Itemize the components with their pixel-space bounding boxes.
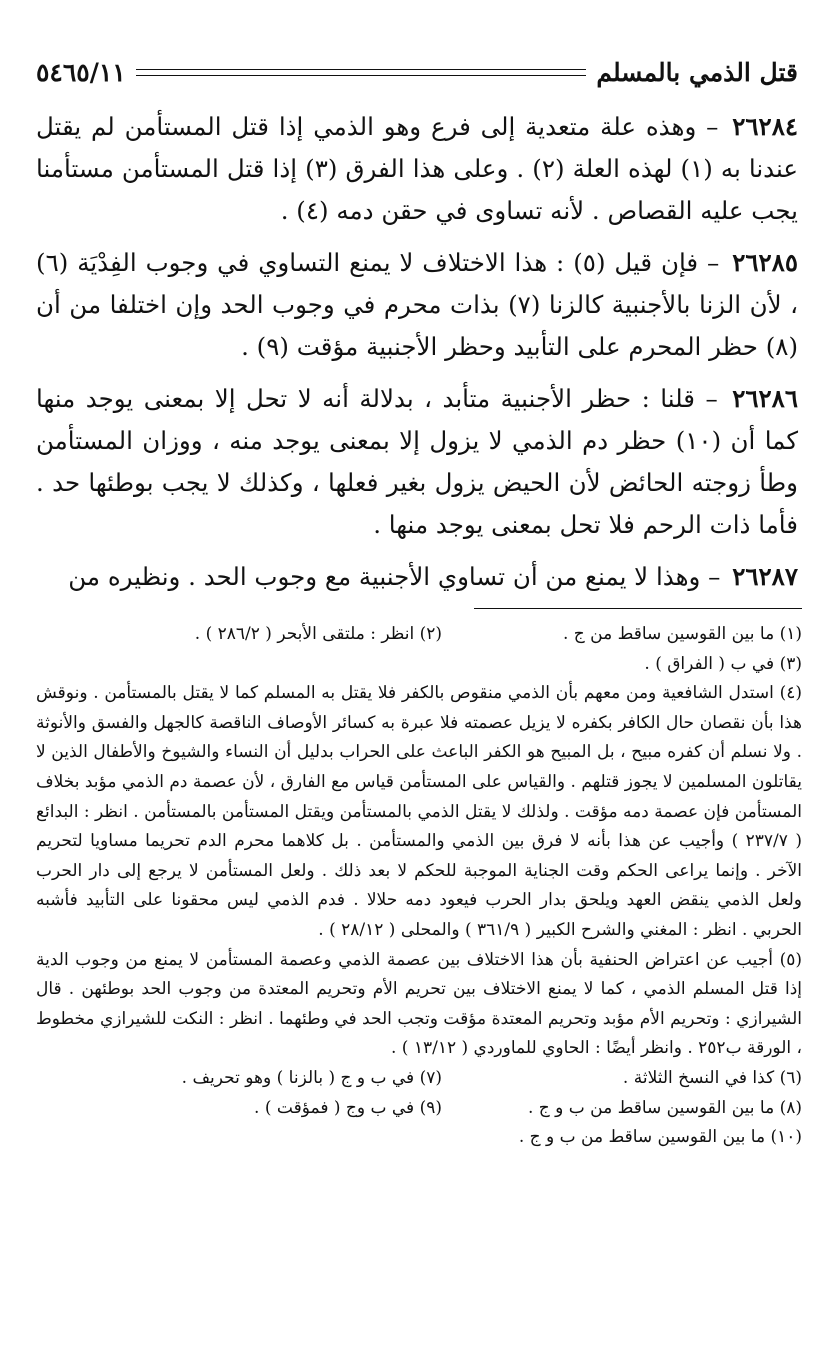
header-rule xyxy=(136,69,587,76)
footnote-5: (٥) أجيب عن اعتراض الحنفية بأن هذا الاختلاف بين عصمة الذمي وعصمة المستأمن لا يمنع من وجوب الدية إذا قتل المسلم الذمي ، كما لا يمنع الاختلاف بين تحريم الأم وتحريم المعتدة من وجوب الحد بوطئهن . قال الشيرازي : وتحريم الأم مؤبد وتحريم المعتدة مؤقت وتجب الحد في وطئهما . انظر : النكت للشيرازي مخطوط ، الورقة ب٢٥٢ . وانظر أيضًا : الحاوي للماوردي ( ١٣/١٢ ) . xyxy=(36,949,802,1059)
footnote-2: (٢) انظر : ملتقى الأبحر ( ٢٨٦/٢ ) . xyxy=(194,624,442,644)
paragraph-number: ٢٦٢٨٤ xyxy=(732,112,799,141)
paragraph-text: – فإن قيل (٥) : هذا الاختلاف لا يمنع التساوي في وجوب الفِدْيَة (٦) ، لأن الزنا بالأجنبية كالزنا (٧) بذات محرم في وجوب الحد وإن اختلفا من أن (٨) حظر المحرم على التأبيد وحظر الأجنبية مؤقت (٩) . xyxy=(36,248,798,361)
paragraph-26287 xyxy=(36,556,798,598)
paragraph-number: ٢٦٢٨٦ xyxy=(732,384,798,413)
main-text xyxy=(36,106,798,608)
paragraph-number: ٢٦٢٨٧ xyxy=(732,562,798,591)
footnote-3: (٣) في ب ( الفراق ) . xyxy=(644,653,802,674)
footnote-10: (١٠) ما بين القوسين ساقط من ب و ج . xyxy=(518,1127,802,1148)
footnote-row xyxy=(36,620,802,650)
footnote-9: (٩) في ب وج ( فمؤقت ) . xyxy=(254,1097,442,1118)
paragraph-26286 xyxy=(36,378,798,546)
footnote-separator xyxy=(474,608,802,609)
footnote-4: (٤) استدل الشافعية ومن معهم بأن الذمي منقوص بالكفر فلا يقتل به المسلم كما لا يقتل بالمستأمن . ونوقش هذا بأن نقصان حال الكافر بكفره لا يزيل عصمته فلا عبرة به كسائر الأوصاف الناقصة كالجهل والفسق والأنوثة . ولا نسلم أن كفره مبيح ، بل المبيح هو الكفر الباعث على الحراب بدليل أن النساء والشيوخ والأطفال الذين لا يقاتلون المسلمين لا يجوز قتلهم . والقياس على المستأمن قياس مع الفارق ، لأن عصمة دم الذمي مؤبد بخلاف المستأمن فإن عصمة دمه مؤقت . ولذلك لا يقتل الذمي بالمستأمن ويقتل المستأمن بالمستأمن . انظر : البدائع ( ٢٣٧/٧ ) وأجيب عن هذا بأنه لا فرق بين الذمي والمستأمن . بل كلاهما محرم الدم تحريما مساويا لتحريم الآخر . وإنما يراعى الحكم وقت الجناية الموجبة للحكم لا بعد ذلك . ولعل المستأمن لا يرجع إلى دار الحرب ولعل الذمي ينقض العهد ويلحق بدار الحرب فيعود دمه حلالا . فدم الذمي ليس محقونا على التأبيد فأشبه الحربي . انظر : المغني والشرح الكبير ( ٣٦١/٩ ) والمحلى ( ٢٨/١٢ ) . xyxy=(36,683,802,940)
footnote-row xyxy=(36,1064,802,1094)
footnote-8: (٨) ما بين القوسين ساقط من ب و ج . xyxy=(527,1097,802,1118)
paragraph-text: – وهذه علة متعدية إلى فرع وهو الذمي إذا قتل المستأمن لم يقتل عندنا به (١) لهذه العلة (٢) . وعلى هذا الفرق (٣) إذا قتل المستأمن مستأمنا يجب عليه القصاص . لأنه تساوى في حقن دمه (٤) . xyxy=(36,112,799,225)
paragraph-26285 xyxy=(36,242,798,368)
footnote-1: (١) ما بين القوسين ساقط من ج . xyxy=(562,624,802,644)
paragraph-number: ٢٦٢٨٥ xyxy=(732,248,798,277)
running-header xyxy=(36,52,798,92)
paragraph-text: – قلنا : حظر الأجنبية متأبد ، بدلالة أنه لا تحل إلا بمعنى يوجد منها كما أن (١٠) حظر دم الذمي لا يزول إلا بمعنى يوجد منه ، ووزان المستأمن وطأ زوجته الحائض لأن الحيض يزول بغير فعلها ، وكذلك لا يجب بوطئها حد . فأما ذات الرحم فلا تحل بمعنى يوجد منها . xyxy=(36,384,798,539)
footnote-6: (٦) كذا في النسخ الثلاثة . xyxy=(622,1067,802,1088)
footnote-row xyxy=(36,1094,802,1124)
paragraph-26284 xyxy=(36,106,798,232)
footnotes xyxy=(36,620,802,1153)
header-title: قتل الذمي بالمسلم xyxy=(596,57,798,87)
paragraph-text: – وهذا لا يمنع من أن تساوي الأجنبية مع وجوب الحد . ونظيره من xyxy=(68,562,721,591)
page-number: ٥٤٦٥/١١ xyxy=(36,57,126,87)
footnote-7: (٧) في ب و ج ( بالزنا ) وهو تحريف . xyxy=(181,1067,442,1088)
